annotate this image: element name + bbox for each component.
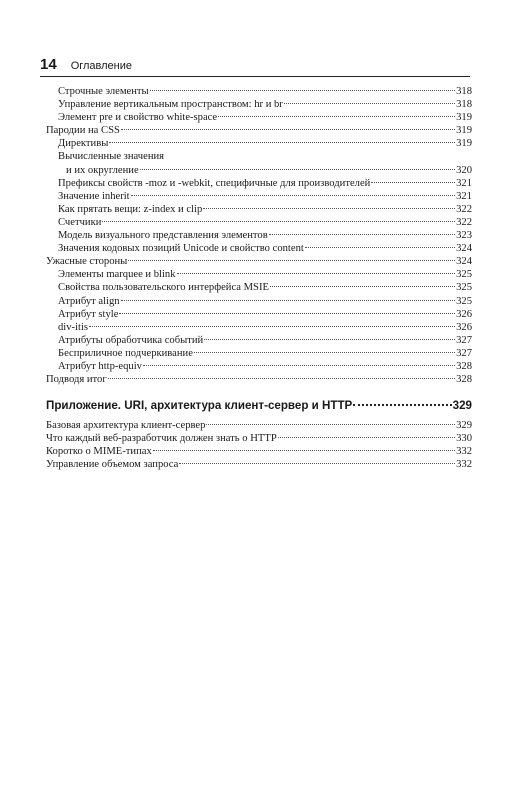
toc-entry xyxy=(46,419,472,432)
dot-leader xyxy=(206,424,455,425)
toc-entry-title: Атрибут http-equiv xyxy=(58,360,142,372)
toc-entry-title: Значения кодовых позиций Unicode и свойство content xyxy=(58,243,304,255)
toc-entry-title: Атрибут align xyxy=(58,295,120,307)
toc-entry-title: Как прятать вещи: z-index и clip xyxy=(58,203,203,215)
running-title: Оглавление xyxy=(70,60,133,72)
toc-entry-title: Вычисленные значения xyxy=(58,151,165,163)
toc-entry-title: Строчные элементы xyxy=(58,86,149,97)
dot-leader xyxy=(177,273,456,274)
toc-entry xyxy=(46,432,472,445)
dot-leader xyxy=(128,260,455,261)
dot-leader xyxy=(108,378,455,379)
toc-entry-page: 327 xyxy=(456,334,472,346)
dot-leader xyxy=(143,365,455,366)
dot-leader xyxy=(194,352,455,353)
toc-entry-title: Атрибуты обработчика событий xyxy=(58,334,204,346)
toc-list-bottom xyxy=(46,419,472,471)
dot-leader xyxy=(204,339,455,340)
toc-entry-page: 321 xyxy=(456,177,472,189)
toc-entry xyxy=(46,281,472,294)
dot-leader xyxy=(371,182,455,183)
page-number: 14 xyxy=(40,56,57,73)
toc-entry xyxy=(46,360,472,373)
toc-entry-title: Управление вертикальным пространством: hr и br xyxy=(58,99,283,111)
page-header xyxy=(40,56,470,77)
toc-entry-page: 319 xyxy=(456,112,472,124)
dot-leader xyxy=(269,234,455,235)
toc-entry xyxy=(46,216,472,229)
dot-leader xyxy=(119,313,455,314)
toc-entry xyxy=(46,229,472,242)
toc-entry-title: Значение inherit xyxy=(58,190,130,202)
dot-leader xyxy=(121,129,455,130)
toc-entry-page: 332 xyxy=(456,459,472,471)
toc-entry-title: Свойства пользовательского интерфейса MSIE xyxy=(58,282,269,294)
toc-entry xyxy=(46,268,472,281)
toc-entry-page: 325 xyxy=(456,269,472,281)
toc-entry-page: 325 xyxy=(456,282,472,294)
appendix-title: Приложение. URI, архитектура клиент-сервер и HTTP xyxy=(46,399,353,413)
toc-entry-title: Модель визуального представления элементов xyxy=(58,230,268,242)
toc-entry xyxy=(46,445,472,458)
toc-entry-page: 328 xyxy=(456,360,472,372)
toc-entry-title: Бесприличное подчеркивание xyxy=(58,347,193,359)
toc-entry xyxy=(46,111,472,124)
toc-entry-title: Счетчики xyxy=(58,216,102,228)
toc-entry-page: 332 xyxy=(456,446,472,458)
toc-entry-title: Управление объемом запроса xyxy=(46,459,179,471)
toc-entry xyxy=(46,255,472,268)
toc-entry xyxy=(46,321,472,334)
toc-entry-page: 325 xyxy=(456,295,472,307)
toc-entry-title: Ужасные стороны xyxy=(46,256,128,268)
toc-entry-title: Элемент pre и свойство white-space xyxy=(58,112,218,124)
toc-entry-title: Подводя итог xyxy=(46,374,107,386)
toc-entry xyxy=(46,458,472,471)
toc-entry xyxy=(46,85,472,98)
dot-leader xyxy=(102,221,455,222)
dot-leader xyxy=(89,326,455,327)
toc-entry-page: 324 xyxy=(456,243,472,255)
toc-entry xyxy=(46,308,472,321)
toc-entry xyxy=(46,150,472,163)
toc-entry-page: 327 xyxy=(456,347,472,359)
dot-leader xyxy=(203,208,455,209)
appendix-page: 329 xyxy=(452,399,472,413)
toc-entry-page: 324 xyxy=(456,256,472,268)
toc-entry-title: Элементы marquee и blink xyxy=(58,269,176,281)
toc-entry xyxy=(46,137,472,150)
toc-entry xyxy=(46,190,472,203)
toc-entry-page: 318 xyxy=(456,99,472,111)
toc-entry-page: 319 xyxy=(456,125,472,137)
toc-entry-page: 328 xyxy=(456,374,472,386)
toc-entry xyxy=(46,347,472,360)
dot-leader xyxy=(140,169,455,170)
dot-leader xyxy=(218,116,455,117)
toc-entry-title: и их округление xyxy=(66,164,139,176)
toc-entry-page: 319 xyxy=(456,138,472,150)
toc-appendix-heading xyxy=(46,396,472,415)
dot-leader xyxy=(131,195,455,196)
toc-entry xyxy=(46,203,472,216)
toc-entry-page: 321 xyxy=(456,190,472,202)
toc-entry-title: Префиксы свойств -moz и -webkit, специфичные для производителей xyxy=(58,177,371,189)
toc-entry-title: div-itis xyxy=(58,321,89,333)
dot-leader xyxy=(150,90,455,91)
table-of-contents xyxy=(46,85,472,472)
toc-entry-page: 323 xyxy=(456,230,472,242)
toc-list-top xyxy=(46,85,472,386)
toc-entry-page: 318 xyxy=(456,86,472,97)
dot-leader xyxy=(278,437,455,438)
toc-entry-page: 320 xyxy=(456,164,472,176)
toc-entry-page: 322 xyxy=(456,203,472,215)
dot-leader xyxy=(353,404,451,406)
toc-entry xyxy=(46,124,472,137)
toc-entry-title: Атрибут style xyxy=(58,308,119,320)
toc-entry xyxy=(46,334,472,347)
toc-entry-page: 329 xyxy=(456,420,472,432)
toc-entry-page: 326 xyxy=(456,321,472,333)
toc-entry-title: Базовая архитектура клиент-сервер xyxy=(46,420,206,432)
toc-entry xyxy=(46,164,472,177)
dot-leader xyxy=(305,247,455,248)
toc-entry-title: Коротко о MIME-типах xyxy=(46,446,152,458)
dot-leader xyxy=(121,300,456,301)
toc-entry xyxy=(46,242,472,255)
toc-entry-page: 326 xyxy=(456,308,472,320)
dot-leader xyxy=(109,142,455,143)
toc-entry-page: 330 xyxy=(456,433,472,445)
toc-entry-title: Что каждый веб-разработчик должен знать о HTTP xyxy=(46,433,277,445)
toc-entry-title: Директивы xyxy=(58,138,109,150)
dot-leader xyxy=(179,463,455,464)
toc-entry xyxy=(46,295,472,308)
toc-entry xyxy=(46,177,472,190)
toc-entry xyxy=(46,373,472,386)
toc-entry xyxy=(46,98,472,111)
toc-entry-page: 322 xyxy=(456,216,472,228)
dot-leader xyxy=(284,103,455,104)
toc-entry-title: Пародии на CSS xyxy=(46,125,120,137)
dot-leader xyxy=(270,286,455,287)
dot-leader xyxy=(153,450,455,451)
